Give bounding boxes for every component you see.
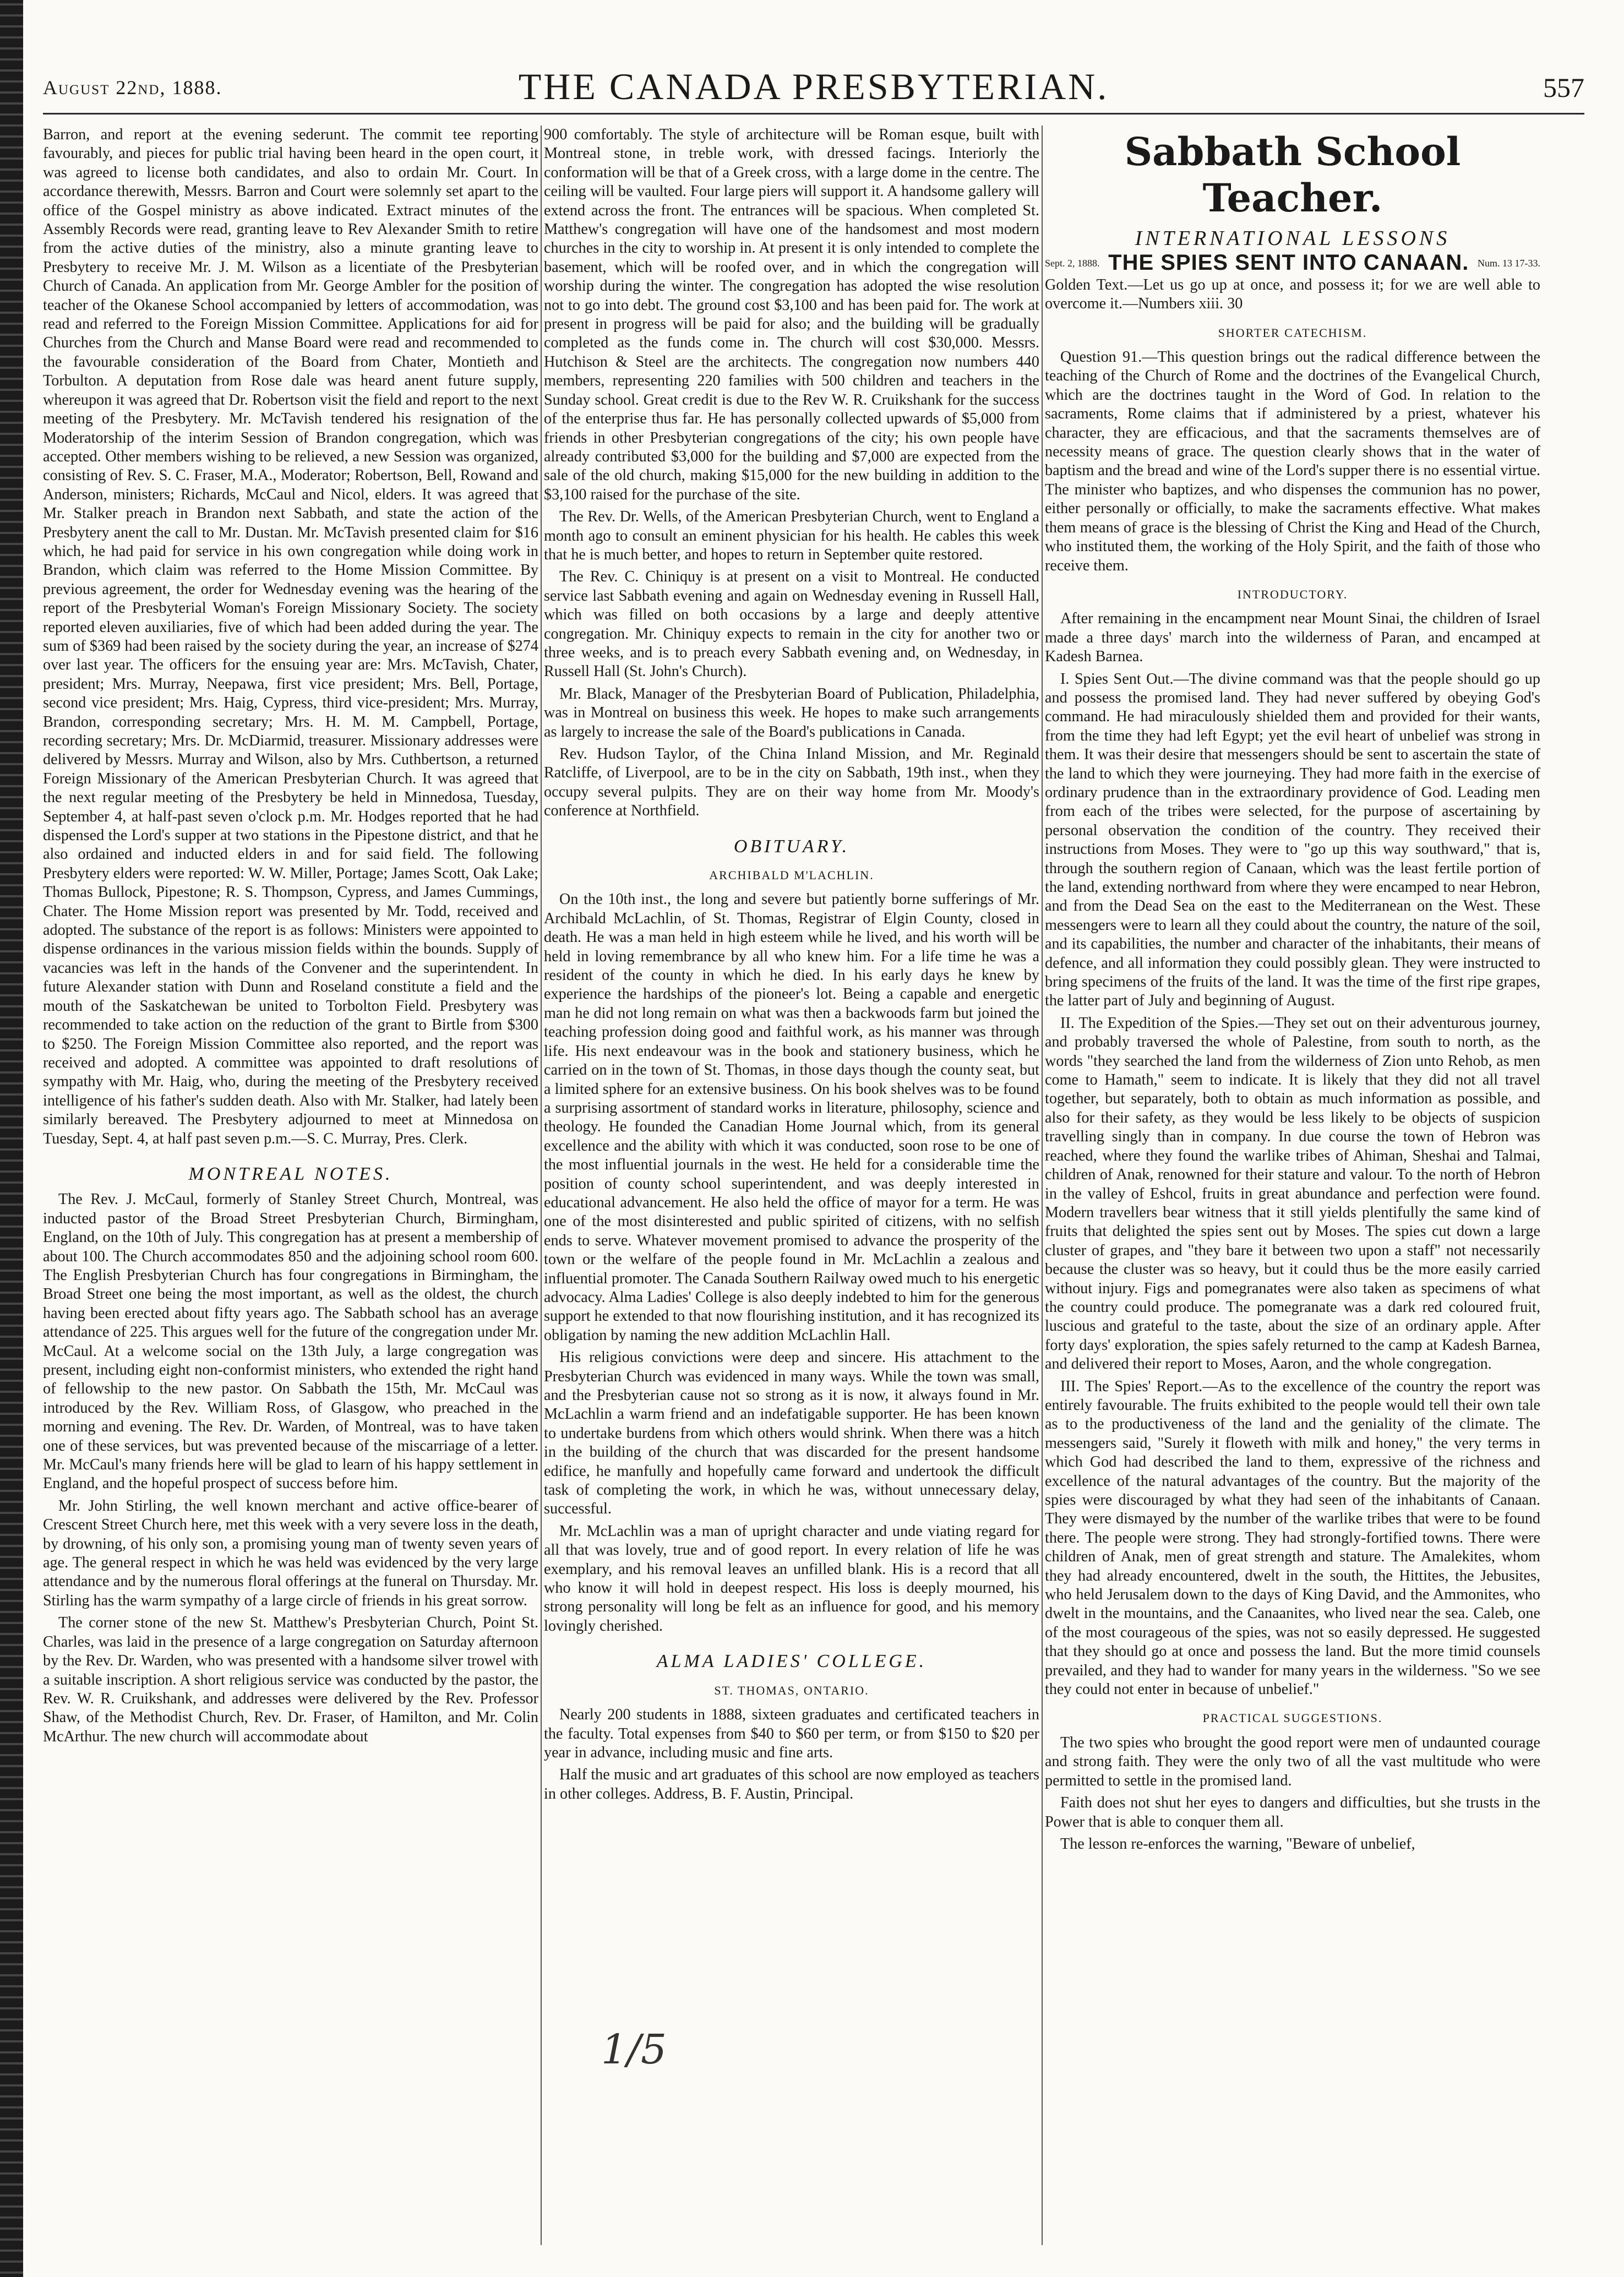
suggestion-paragraph: The two spies who brought the good report were men of undaunted courage and strong faith. They were the only two of all the vast multitude who were permitted to settle in the promised land. (1045, 1734, 1540, 1789)
page-number: 557 (1543, 72, 1584, 103)
lesson-paragraph: II. The Expedition of the Spies.—They set out on their adventurous journey, and probably traversed the whole of Palestine, from south to north, as the words "they searched the land from the wilderness of Zion unto Rehob, as men come to Hamath," seem to indicate. It is likely that they did not all travel together, but separately, both to obtain as much information as possible, and also for their safety, as they would be less likely to be objects of suspicion travelling singly than in company. In due course the town of Hebron was reached, where they found the warlike tribes of Ahiman, Sheshai and Talmai, children of Anak, renowned for their stature and valour. To the north of Hebron in the valley of Eshcol, fruits in great abundance and perfection were found. Modern travellers bear witness that it still yields plentifully the same kind of fruits that delighted the spies sent out by Moses. The spies cut down a large cluster of grapes, and "they bare it between two upon a staff" not necessarily because the cluster was so heavy, but it could thus be the more easily carried without injury. Figs and pomegranates were also taken as specimens of what the country could produce. The pomegranate was a dark red coloured fruit, luscious and grateful to the taste, about the size of an ordinary apple. After forty days' exploration, the spies safely returned to the camp at Kadesh Barnea, and delivered their report to Moses, Aaron, and the whole congregation. (1045, 1014, 1540, 1373)
suggestion-paragraph: Faith does not shut her eyes to dangers and difficulties, but she trusts in the Power that is able to conquer them all. (1045, 1794, 1540, 1831)
obituary-heading: OBITUARY. (733, 836, 850, 857)
page-binding-edge (0, 0, 23, 2277)
introductory-heading: INTRODUCTORY. (1237, 587, 1348, 601)
alma-college-heading: ALMA LADIES' COLLEGE. (656, 1651, 927, 1672)
practical-suggestions-heading: PRACTICAL SUGGESTIONS. (1202, 1711, 1383, 1725)
column-divider (1042, 126, 1043, 2245)
article-paragraph: The Rev. Dr. Wells, of the American Presbyterian Church, went to England a month ago to consult an eminent physician for his health. He cables this week that he is much better, and hopes to return in September quite restored. (544, 508, 1039, 563)
montreal-notes-heading: MONTREAL NOTES. (188, 1163, 393, 1184)
lesson-paragraph: After remaining in the encampment near Mount Sinai, the children of Israel made a three days' march into the wilderness of Paran, and encamped at Kadesh Barnea. (1045, 610, 1540, 666)
suggestion-paragraph: The lesson re-enforces the warning, "Beware of unbelief, (1060, 1835, 1415, 1853)
catechism-paragraph: Question 91.—This question brings out the radical difference between the teaching of the Church of Rome and the doctrines of the Evangelical Church, which are the doctrines taught in the Word of God. In relation to the sacraments, Rome claims that if administered by a priest, whatever his character, they are efficacious, and that the sacraments themselves are of necessity means of grace. The question clearly shows that in the water of baptism and the bread and wine of the Lord's supper there is no essential virtue. The minister who baptizes, and who dispenses the communion has no power, either personally or officially, to make the sacraments effective. What makes them means of grace is the blessing of Christ the King and Head of the Church, who instituted them, the working of the Holy Spirit, and the faith of those who receive them. (1045, 348, 1540, 574)
column-2 (544, 126, 1039, 2262)
presbytery-report: Barron, and report at the evening sederunt. The commit tee reporting favourably, and pieces for public trial having been heard in the open court, it was agreed to license both candidates, and also to ordain Mr. Court. In accordance therewith, Messrs. Barron and Court were solemnly set apart to the office of the Gospel ministry as above indicated. Extract minutes of the Assembly Records were read, granting leave to Rev Alexander Smith to retire from the active duties of the ministry, also a minute granting leave to Presbytery to receive Mr. J. M. Wilson as a licentiate of the Presbyterian Church of Canada. An application from Mr. George Ambler for the position of teacher of the Okanese School accompanied by letters of accommodation, was read and referred to the Foreign Mission Committee. Applications for aid for Churches from the Church and Manse Board were read and recommended to the favourable consideration of the Board from Chater, Montieth and Torbulton. A deputation from Rose dale was heard anent future supply, whereupon it was agreed that Dr. Robertson visit the field and report to the next meeting of the Presbytery. Mr. McTavish tendered his resignation of the Moderatorship of the interim Session of Brandon congregation, which was accepted. Other members wishing to be relieved, a new Session was organized, consisting of Rev. S. C. Fraser, M.A., Moderator; Robertson, Bell, Rowand and Anderson, ministers; Richards, McCaul and Nicol, elders. It was agreed that Mr. Stalker preach in Brandon next Sabbath, and state the action of the Presbytery anent the call to Mr. Dustan. Mr. McTavish presented claim for $16 which, he had paid for service in his own congregation while doing work in Brandon, which claim was referred to the Home Mission Committee. By previous agreement, the order for Wednesday evening was the hearing of the report of the Presbyterial Woman's Foreign Missionary Society. The society reported eleven auxiliaries, five of which had been added during the year. The sum of $369 had been raised by the society during the year, an increase of $274 over last year. The officers for the ensuing year are: Mrs. McTavish, Chater, president; Mrs. Murray, Neepawa, first vice president; Mrs. Bell, Portage, second vice president; Mrs. Haig, Cypress, third vice-president; Mrs. Murray, Brandon, corresponding secretary; Mrs. H. M. M. Campbell, Portage, recording secretary; Mrs. Dr. McDiarmid, treasurer. Missionary addresses were delivered by Messrs. Murray and Wilson, also by Mrs. Cuthbertson, a returned Foreign Missionary of the American Presbyterian Church. It was agreed that the next regular meeting of the Presbytery be held in Minnedosa, Tuesday, September 4, at half-past seven o'clock p.m. Mr. Hodges reported that he had dispensed the Lord's supper at two stations in the Pipestone district, and that he also ordained and inducted elders in and for said field. The following Presbytery elders were reported: W. W. Miller, Portage; James Scott, Oak Lake; Thomas Bullock, Pipestone; R. S. Thompson, Cypress, and James Cummings, Chater. The Home Mission report was presented by Mr. Todd, received and adopted. The substance of the report is as follows: Ministers were appointed to dispense ordinances in the various mission fields within the bounds. Supply of vacancies was left in the hands of the Convener and the superintendent. In future Alexander station with Dunn and Roseland constitute a field and the mouth of the Saskatchewan be united to Torbolton Field. Presbytery was recommended to take action on the reduction of the grant to Birtle from $300 to $250. The Foreign Mission Committee also reported, and the report was received and adopted. A committee was appointed to draft resolutions of sympathy with Mr. Haig, who, during the meeting of the Presbytery received intelligence of his father's sudden death. Also with Mr. Stalker, had lately been similarly bereaved. The Presbytery adjourned to meet at Minnedosa on Tuesday, Sept. 4, at half past seven p.m.—S. C. Murray, Pres. Clerk. (43, 126, 538, 1147)
lesson-paragraph: I. Spies Sent Out.—The divine command was that the people should go up and possess the promised land. They had never suffered by obeying God's command. He had miraculously shielded them and provided for their wants, from the time they had left Egypt; yet the evil heart of unbelief was strong in them. It was their desire that messengers should be sent to ascertain the state of the land to which they were journeying. They had more faith in the exercise of ordinary prudence than in the extraordinary providence of God. Leading men from each of the tribes were selected, for the purpose of ascertaining by personal observation the condition of the country. They received their instructions from Moses. They were to "go up this way southward," that is, through the southern region of Canaan, which was the least fertile portion of the land, extending northward from where they were encamped to near Hebron, and from the Dead Sea on the east to the Mediterranean on the West. These messengers were to learn all they could about the country, the nature of the soil, and its capabilities, the number and character of the inhabitants, their means of defence, and all information they could possibly glean. They were instructed to bring specimens of the fruits of the land. It was the time of the first ripe grapes, the latter part of July and beginning of August. (1045, 670, 1540, 1010)
article-paragraph: Mr. Black, Manager of the Presbyterian Board of Publication, Philadelphia, was in Montreal on business this week. He hopes to make such arrangements as largely to increase the sale of the Board's publications in Canada. (544, 685, 1039, 740)
advertisement-paragraph: Half the music and art graduates of this school are now employed as teachers in other colleges. Address, B. F. Austin, Principal. (544, 1766, 1039, 1802)
handwritten-mark: 1/5 (601, 2026, 667, 2073)
article-paragraph: The Rev. C. Chiniquy is at present on a visit to Montreal. He conducted service last Sabbath evening and again on Wednesday evening in Russell Hall, which was filled on both occasions by a large and deeply attentive congregation. Mr. Chiniquy expects to remain in the city for another two or three weeks, and is to preach every Sabbath evening and, on Wednesday, in Russell Hall (St. John's Church). (544, 568, 1039, 680)
article-paragraph: Mr. John Stirling, the well known merchant and active office-bearer of Crescent Street Church here, met this week with a very severe loss in the death, by drowning, of his only son, a promising young man of twenty seven years of age. The general respect in which he was held was evidenced by the very large attendance and by the numerous floral offerings at the funeral on Thursday. Mr. Stirling has the warm sympathy of a large circle of friends in his great sorrow. (43, 1497, 538, 1609)
article-paragraph: The corner stone of the new St. Matthew's Presbyterian Church, Point St. Charles, was laid in the presence of a large congregation on Saturday afternoon by the Rev. Dr. Warden, who was presented with a handsome silver trowel with a suitable inscription. A short religious service was conducted by the pastor, the Rev. W. R. Cruikshank, and addresses were delivered by the Rev. Professor Shaw, of the Methodist Church, Rev. Dr. Fraser, of Hamilton, and Mr. Colin McArthur. The new church will accommodate about (43, 1614, 538, 1745)
newspaper-title: THE CANADA PRESBYTERIAN. (518, 66, 1109, 107)
lesson-paragraph: III. The Spies' Report.—As to the excellence of the country the report was entirely favourable. The fruits exhibited to the people would tell their own tale as to the productiveness of the land and the geniality of the climate. The messengers said, "Surely it floweth with milk and honey," the very terms in which God had described the land to them, expressive of the richness and excellence of the natural advantages of the country. But the majority of the spies were discouraged by what they had seen of the inhabitants of Canaan. They were dismayed by the number of the warlike tribes that were to be found there. The people were strong. They had strongly-fortified towns. There were children of Anak, men of great strength and stature. The Amalekites, whom they had already encountered, dwelt in the south, the Hittites, the Jebusites, who held Jerusalem down to the days of King David, and the Ammonites, who dwelt in the mountains, and the Canaanites, who lived near the sea. Caleb, one of the most courageous of the spies, was not so easily depressed. He suggested that they should go at once and possess the land. But the more timid counsels prevailed, and they had to wander for many years in the wilderness. "So we see they could not enter in because of unbelief." (1045, 1377, 1540, 1698)
masthead-rule (43, 113, 1584, 115)
article-paragraph: On the 10th inst., the long and severe but patiently borne sufferings of Mr. Archibald McLachlin, of St. Thomas, Registrar of Elgin County, closed in death. He was a man held in high esteem while he lived, and his worth will be held in loving remembrance by all who knew him. For a life time he was a resident of the county in which he died. In his early days he knew by experience the hardships of the pioneer's lot. Being a capable and energetic man he did not long remain on what was then a backwoods farm but joined the teaching profession doing good and faithful work, as his manner was through life. His next endeavour was in the book and stationery business, which he carried on in the town of St. Thomas, in those days though the county seat, but a limited sphere for an extensive business. On his book shelves was to be found a surprising assortment of standard works in literature, philosophy, science and theology. He founded the Canadian Home Journal which, from its general excellence and the ability with which it was conducted, soon rose to be one of the most influential journals in the west. He held for a considerable time the position of county school superintendent, and was deeply interested in educational advancement. He also held the office of mayor for a term. He was one of the most disinterested and public spirited of citizens, with no selfish ends to serve. Whatever movement promised to advance the prosperity of the town or the welfare of the people found in Mr. McLachlin a zealous and influential promoter. The Canada Southern Railway owed much to his energetic advocacy. Alma Ladies' College is also deeply indebted to him for the generous support he extended to that now flourishing institution, and it has recognized its obligation by naming the new addition McLachlin Hall. (544, 891, 1039, 1344)
catechism-heading: SHORTER CATECHISM. (1218, 325, 1367, 340)
golden-text: Golden Text.—Let us go up at once, and possess it; for we are well able to overcome it.—Numbers xiii. 30 (1045, 276, 1540, 313)
article-paragraph: 900 comfortably. The style of architecture will be Roman esque, built with Montreal stone, in treble work, with dressed facings. Interiorly the conformation will be that of a Greek cross, with a large dome in the centre. The ceiling will be vaulted. Four large piers will support it. A handsome gallery will extend across the front. The entrances will be spacious. When completed St. Matthew's congregation will have one of the handsomest and most modern churches in the city to worship in. At present it is only intended to complete the basement, which will be roofed over, and in which the congregation will worship during the winter. The congregation has adopted the wise resolution not to go into debt. The ground cost $3,100 and has been paid for. The work at present in progress will be paid for also; and the building will be gradually completed as the funds come in. The church will cost $30,000. Messrs. Hutchison & Steel are the architects. The congregation now numbers 440 members, representing 220 families with 500 children and teachers in the Sunday school. Great credit is due to the Rev W. R. Cruikshank for the success of the enterprise thus far. He has personally collected upwards of $5,000 from friends in other Presbyterian congregations of the city; his own people have already contributed $3,000 for the building and $7,000 are expected from the sale of the old church, making $15,000 for the new building in addition to the $3,100 raised for the purchase of the site. (544, 126, 1039, 503)
lesson-title: THE SPIES SENT INTO CANAAN. (1108, 250, 1469, 275)
article-paragraph: The Rev. J. McCaul, formerly of Stanley Street Church, Montreal, was inducted pastor of the Broad Street Presbyterian Church, Birmingham, England, on the 10th of July. This congregation has at present a membership of about 100. The Church accommodates 850 and the adjoining school room 600. The English Presbyterian Church has four congregations in Birmingham, the Broad Street one being the most important, as well as the oldest, the church having been erected about fifty years ago. The Sabbath school has an average attendance of 225. This argues well for the future of the congregation under Mr. McCaul. At a welcome social on the 13th July, a large congregation was present, including eight non-conformist ministers, who extended the right hand of fellowship to the new pastor. On Sabbath the 15th, Mr. McCaul was introduced by the Rev. William Ross, of Glasgow, who preached in the morning and evening. The Rev. Dr. Warden, of Montreal, was to have taken one of these services, but was prevented because of the miscarriage of a letter. Mr. McCaul's many friends here will be glad to learn of his happy settlement in England, and the hopeful prospect of success before him. (43, 1191, 538, 1492)
lesson-header (1045, 250, 1540, 275)
advertisement-paragraph: Nearly 200 students in 1888, sixteen graduates and certificated teachers in the faculty. Total expenses from $40 to $60 per term, or from $150 to $20 per year in advance, including music and fine arts. (544, 1706, 1039, 1761)
column-1 (43, 126, 538, 2262)
masthead (43, 55, 1584, 110)
lesson-date: Sept. 2, 1888. (1045, 257, 1100, 269)
article-paragraph: His religious convictions were deep and sincere. His attachment to the Presbyterian Church was evidenced in many ways. While the town was small, and the Presbyterian cause not so strong as it is now, it always found in Mr. McLachlin a warm friend and an indefatigable supporter. He has been known to undertake burdens from which others would shrink. When there was a hitch in the building of the church that was discarded for the present handsome edifice, he manfully and hopefully came forward and undertook the difficult task of completing the work, in which he was, without unnecessary delay, successful. (544, 1349, 1039, 1518)
section-subtitle: INTERNATIONAL LESSONS (1135, 227, 1451, 250)
obituary-subheading: ARCHIBALD M'LACHLIN. (709, 868, 874, 883)
lesson-reference: Num. 13 17-33. (1478, 257, 1540, 269)
alma-college-location: ST. THOMAS, ONTARIO. (714, 1683, 869, 1697)
column-divider (541, 126, 542, 2245)
issue-date: August 22nd, 1888. (43, 77, 222, 99)
article-paragraph: Rev. Hudson Taylor, of the China Inland Mission, and Mr. Reginald Ratcliffe, of Liverpool, are to be in the city on Sabbath, 19th inst., when they occupy several pulpits. They are on their way home from Mr. Moody's conference at Northfield. (544, 745, 1039, 820)
article-paragraph: Mr. McLachlin was a man of upright character and unde viating regard for all that was lovely, true and of good report. In every relation of life he was exemplary, and his removal leaves an unfilled blank. His is a record that all who know it will hold in deepest respect. His loss is deeply mourned, his strong personality will long be felt as an influence for good, and his memory lovingly cherished. (544, 1522, 1039, 1635)
column-3 (1045, 126, 1540, 2262)
section-title: Sabbath School Teacher. (1124, 129, 1461, 221)
